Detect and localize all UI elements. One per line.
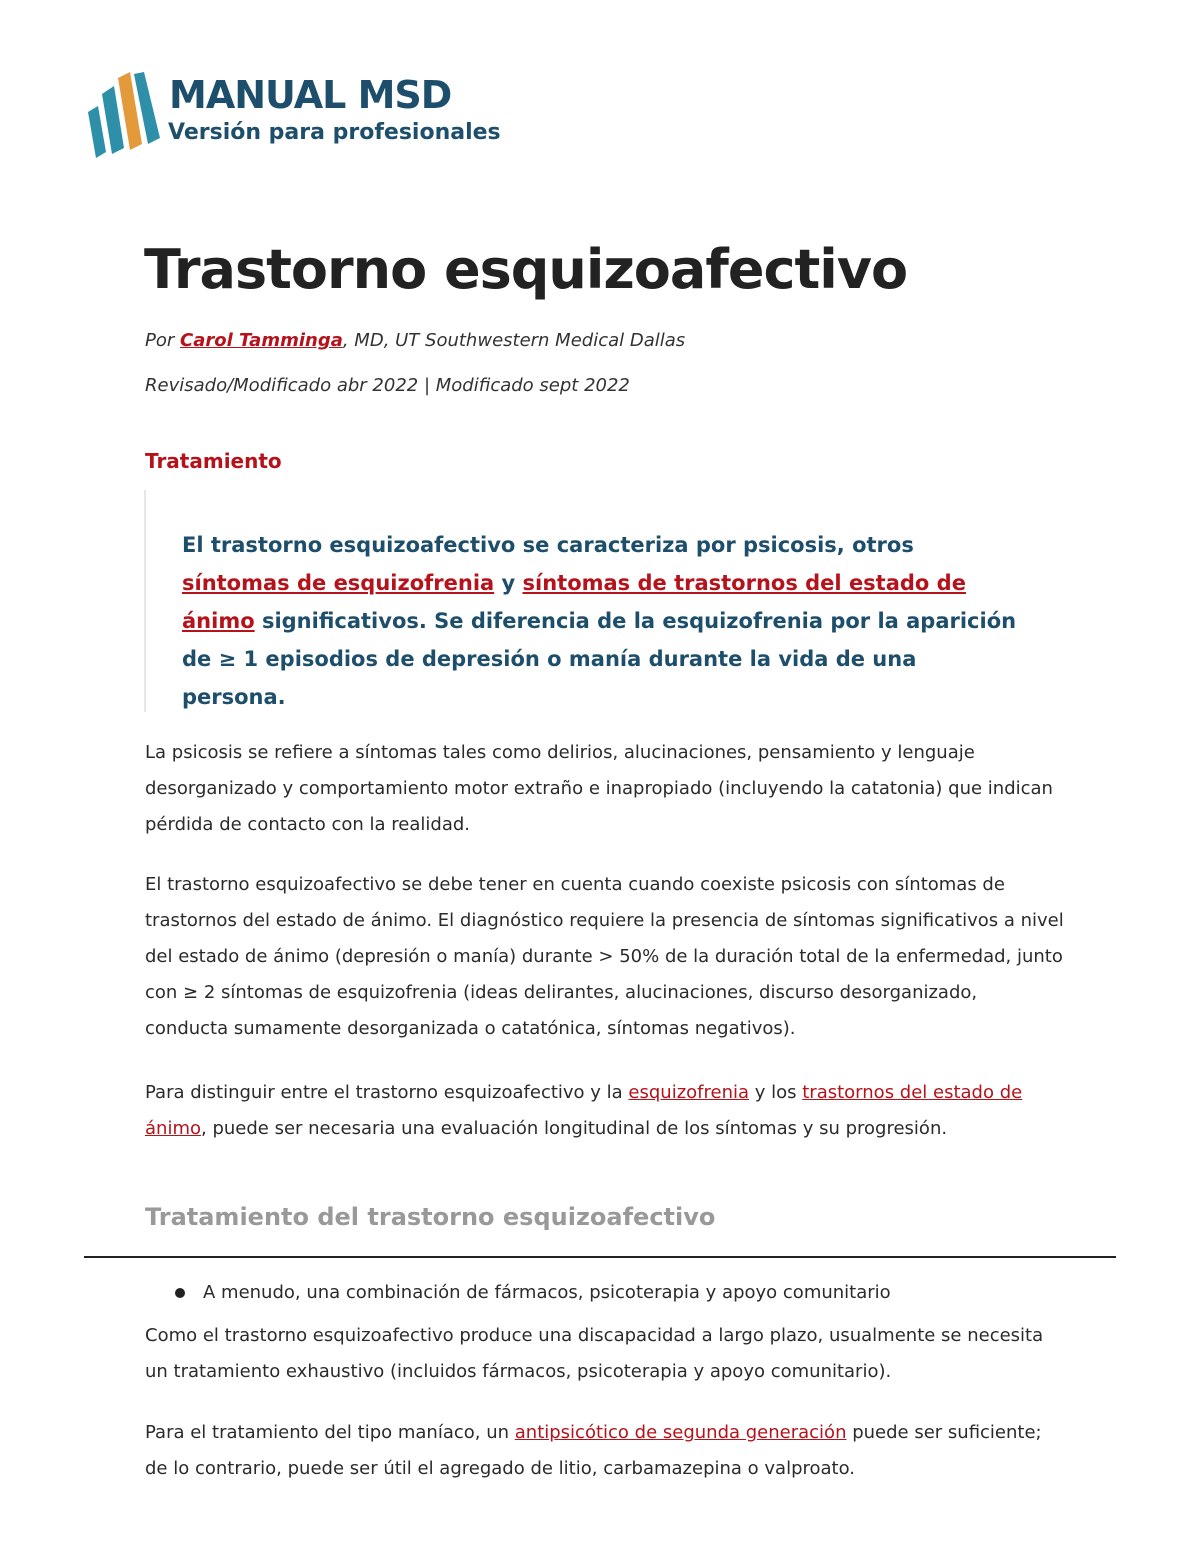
paragraph-psychosis: La psicosis se refiere a síntomas tales como delirios, alucinaciones, pensamiento y lenguaje desorganizado y comportamiento motor extraño e inapropiado (incluyendo la catatonia) que indican pérdida de contacto con la realidad. (145, 742, 1053, 835)
page-title: Trastorno esquizoafectivo (144, 238, 908, 301)
msd-manual-logo[interactable] (84, 72, 544, 158)
summary-text (182, 526, 1022, 716)
paragraph-text-part: Para distinguir entre el trastorno esquizoafectivo y la (145, 1082, 629, 1103)
paragraph-text-part: puede ser suficiente; de lo contrario, puede ser útil el agregado de litio, carbamazepina o valproato. (145, 1422, 1042, 1479)
toc-link-treatment[interactable]: Tratamiento (145, 449, 282, 473)
summary-box (144, 490, 1026, 712)
link-second-gen-antipsychotic[interactable]: antipsicótico de segunda generación (514, 1422, 847, 1443)
byline-affiliation: , MD, UT Southwestern Medical Dallas (342, 330, 686, 351)
paragraph-text-part: , puede ser necesaria una evaluación longitudinal de los síntomas y su progresión. (201, 1118, 948, 1139)
treatment-bullet-list (175, 1276, 891, 1310)
section-divider (84, 1256, 1116, 1258)
section-heading-treatment: Tratamiento del trastorno esquizoafectivo (145, 1203, 716, 1231)
paragraph-treatment-manic (145, 1415, 1065, 1487)
author-link[interactable]: Carol Tamminga (180, 330, 343, 351)
review-dates: Revisado/Modificado abr 2022 | Modificado sept 2022 (145, 375, 630, 396)
paragraph-text-part: Para el tratamiento del tipo maníaco, un (145, 1422, 515, 1443)
logo-subtitle: Versión para profesionales (168, 120, 501, 145)
paragraph-diagnosis: El trastorno esquizoafectivo se debe tener en cuenta cuando coexiste psicosis con síntomas de trastornos del estado de ánimo. El diagnóstico requiere la presencia de síntomas significativos a nivel del estado de ánimo (depresión o manía) durante > 50% de la duración total de la enfermedad, junto con ≥ 2 síntomas de esquizofrenia (ideas delirantes, alucinaciones, discurso desorganizado, conducta sumamente desorganizada o catatónica, síntomas negativos). (145, 874, 1064, 1039)
paragraph-text-part: y los (749, 1082, 803, 1103)
list-item: A menudo, una combinación de fármacos, psicoterapia y apoyo comunitario (175, 1276, 891, 1310)
byline-prefix: Por (145, 330, 180, 351)
link-mood-disorder-symptoms[interactable]: síntomas de trastornos del estado de ánimo (182, 571, 966, 633)
summary-text-part: El trastorno esquizoafectivo se caracteriza por psicosis, otros (182, 533, 914, 557)
paragraph-differential (145, 1075, 1065, 1147)
link-mood-disorders[interactable]: trastornos del estado de ánimo (145, 1082, 1023, 1139)
msd-logo-mark-icon (84, 72, 162, 158)
summary-text-part: y (494, 571, 523, 595)
paragraph-treatment-overview: Como el trastorno esquizoafectivo produce una discapacidad a largo plazo, usualmente se necesita un tratamiento exhaustivo (incluidos fármacos, psicoterapia y apoyo comunitario). (145, 1325, 1044, 1382)
byline (145, 330, 685, 351)
summary-text-part: significativos. Se diferencia de la esquizofrenia por la aparición de ≥ 1 episodios de depresión o manía durante la vida de una persona. (182, 609, 1017, 709)
link-schizophrenia[interactable]: esquizofrenia (628, 1082, 750, 1103)
logo-title: MANUAL MSD (169, 73, 452, 117)
link-schizophrenia-symptoms[interactable]: síntomas de esquizofrenia (182, 571, 495, 595)
